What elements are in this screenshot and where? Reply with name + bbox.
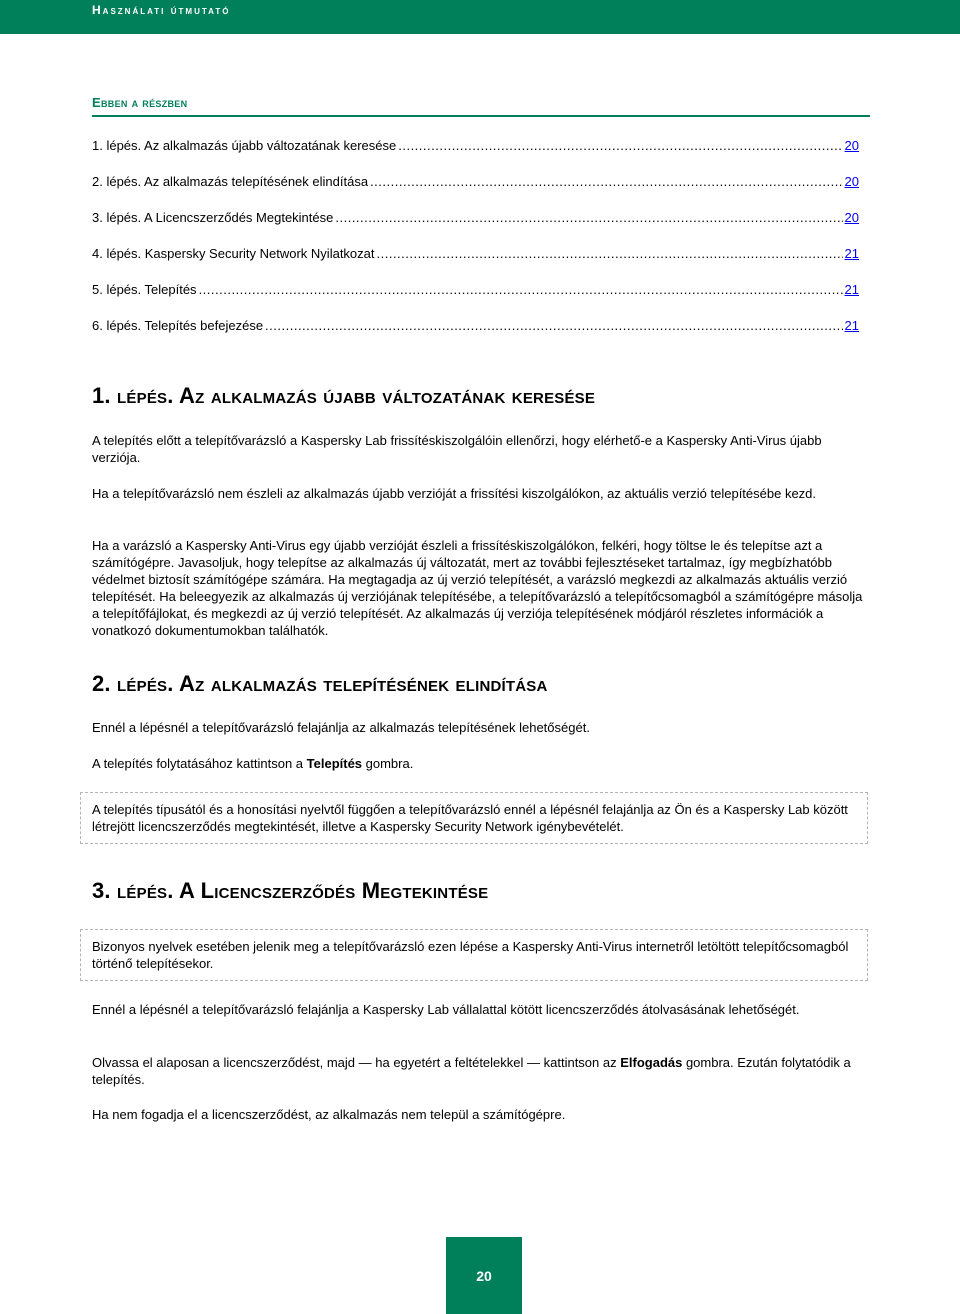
page-number: 20 (476, 1267, 492, 1284)
toc-item[interactable] (92, 137, 859, 173)
section-1-paragraph-1: A telepítés előtt a telepítővarázsló a Kaspersky Lab frissítéskiszolgálóin ellenőrzi, hogy elérhető-e a Kaspersky Anti-Virus újabb verziója. (92, 433, 822, 465)
toc-list (92, 137, 859, 353)
toc-item[interactable] (92, 281, 859, 317)
install-button-name: Telepítés (306, 756, 363, 771)
toc-item-text: 5. lépés. Telepítés (92, 282, 197, 297)
section-2-paragraph-2 (92, 755, 870, 772)
section-3-heading: 3. lépés. A Licencszerződés Megtekintése (92, 878, 489, 903)
toc-page-link[interactable]: 21 (844, 282, 859, 297)
toc-leader-dots (398, 137, 842, 155)
section-3-p2-text: Olvassa el alaposan a licencszerződést, majd — ha egyetért a feltételekkel — kattintson az (92, 1055, 621, 1070)
toc-item[interactable] (92, 245, 859, 281)
toc-page-link[interactable]: 21 (844, 318, 859, 333)
toc-leader-dots (199, 281, 843, 299)
accept-button-name: Elfogadás (620, 1055, 683, 1070)
toc-heading: Ebben a részben (92, 95, 188, 110)
toc-leader-dots (377, 245, 843, 263)
toc-item[interactable] (92, 209, 859, 245)
page-number-box (446, 1237, 522, 1314)
section-2-note-box: A telepítés típusától és a honosítási nyelvtől függően a telepítővarázsló ennél a lépésnél felajánlja az Ön és a Kaspersky Lab között létrejött licencszerződés megtekintését, illetve a Kaspersky Security Network igénybevételét. (80, 792, 868, 844)
toc-item-text: 6. lépés. Telepítés befejezése (92, 318, 264, 333)
toc-item[interactable] (92, 173, 859, 209)
section-2-p2-text: A telepítés folytatásához kattintson a (92, 756, 307, 771)
section-2-p2-text-end: gombra. (362, 756, 414, 771)
toc-leader-dots (335, 209, 842, 227)
section-3-note-box: Bizonyos nyelvek esetében jelenik meg a telepítővarázsló ezen lépése a Kaspersky Anti-Virus internetről letöltött telepítőcsomagból történő telepítésekor. (80, 929, 868, 981)
section-1-paragraph-2: Ha a telepítővarázsló nem észleli az alkalmazás újabb verzióját a frissítési kiszolgálókon, az aktuális verzió telepítésébe kezd. (92, 486, 817, 501)
section-3-p2-text-end: gombra. Ezután folytatódik a telepítés. (92, 1055, 851, 1087)
toc-item-text: 2. lépés. Az alkalmazás telepítésének elindítása (92, 174, 369, 189)
section-1-paragraph-3: Ha a varázsló a Kaspersky Anti-Virus egy újabb verzióját észleli a frissítéskiszolgálókon, felkéri, hogy töltse le és telepítse azt a számítógépre. Javasoljuk, hogy telepítse az alkalmazás új változatát, mert az további fejlesztéseket tartalmaz, így megbízhatóbb védelmet biztosít számítógépe számára. Ha megtagadja az új verzió telepítését, a varázsló megkezdi az alkalmazás aktuális verzió telepítését. Ha beleegyezik az alkalmazás új verziójának telepítésébe, a telepítővarázsló a telepítőcsomagból a számítógépre másolja a telepítőfájlokat, és megkezdi az új verzió telepítését. Az alkalmazás új verziója telepítésének módjáról részletes információk a vonatkozó dokumentumokban találhatók. (92, 538, 863, 638)
section-1-heading: 1. lépés. Az alkalmazás újabb változatának keresése (92, 383, 596, 408)
section-3-paragraph-1: Ennél a lépésnél a telepítővarázsló felajánlja a Kaspersky Lab vállalattal kötött licencszerződés átolvasásának lehetőségét. (92, 1002, 800, 1017)
toc-divider (92, 115, 870, 117)
section-3-paragraph-2 (92, 1054, 870, 1088)
toc-page-link[interactable]: 20 (844, 174, 859, 189)
toc-item-text: 3. lépés. A Licencszerződés Megtekintése (92, 210, 334, 225)
section-2-heading: 2. lépés. Az alkalmazás telepítésének elindítása (92, 671, 548, 696)
toc-page-link[interactable]: 21 (844, 246, 859, 261)
toc-leader-dots (370, 173, 842, 191)
section-2-paragraph-1: Ennél a lépésnél a telepítővarázsló felajánlja az alkalmazás telepítésének lehetőségét. (92, 720, 590, 735)
toc-page-link[interactable]: 20 (844, 138, 859, 153)
toc-leader-dots (265, 317, 842, 335)
section-3-paragraph-3: Ha nem fogadja el a licencszerződést, az alkalmazás nem települ a számítógépre. (92, 1107, 566, 1122)
toc-item-text: 4. lépés. Kaspersky Security Network Nyilatkozat (92, 246, 375, 261)
toc-item-text: 1. lépés. Az alkalmazás újabb változatának keresése (92, 138, 397, 153)
header-bar (0, 0, 960, 34)
header-title: Használati útmutató (92, 3, 231, 17)
toc-page-link[interactable]: 20 (844, 210, 859, 225)
toc-item[interactable] (92, 317, 859, 353)
